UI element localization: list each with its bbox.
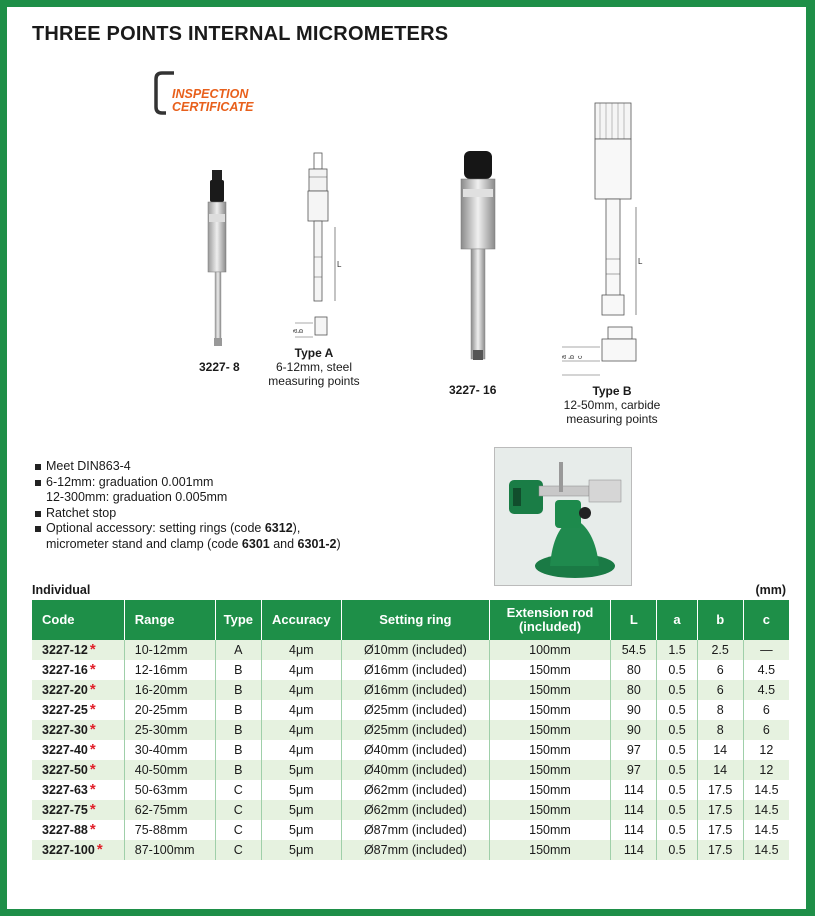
page-title: THREE POINTS INTERNAL MICROMETERS — [32, 23, 449, 45]
cell-a: 0.5 — [657, 740, 697, 760]
cell-b: 17.5 — [697, 780, 743, 800]
certificate-star-icon: * — [96, 841, 103, 858]
table-row — [32, 760, 789, 780]
certificate-star-icon: * — [89, 801, 96, 818]
product-code-text: 3227-63 — [42, 783, 88, 797]
product-code-text: 3227-40 — [42, 743, 88, 757]
certificate-star-icon: * — [89, 641, 96, 658]
type-b-caption — [547, 384, 677, 426]
cell-extension-rod: 150mm — [489, 760, 611, 780]
cell-accuracy: 4μm — [261, 640, 341, 660]
cell-setting-ring: Ø62mm (included) — [342, 780, 490, 800]
cell-accuracy: 4μm — [261, 720, 341, 740]
product-code-text: 3227-50 — [42, 763, 88, 777]
cell-code — [32, 840, 124, 860]
cell-range: 40-50mm — [124, 760, 215, 780]
cell-setting-ring: Ø10mm (included) — [342, 640, 490, 660]
type-a-b-label: b — [298, 329, 305, 333]
cell-a: 0.5 — [657, 720, 697, 740]
cell-accuracy: 5μm — [261, 800, 341, 820]
product-code-text: 3227-25 — [42, 703, 88, 717]
header-b: b — [697, 600, 743, 640]
cell-extension-rod: 150mm — [489, 700, 611, 720]
cell-a: 0.5 — [657, 820, 697, 840]
cell-setting-ring: Ø87mm (included) — [342, 840, 490, 860]
cell-extension-rod: 150mm — [489, 820, 611, 840]
product-code-text: 3227-16 — [42, 663, 88, 677]
cell-b: 8 — [697, 700, 743, 720]
cell-accuracy: 5μm — [261, 780, 341, 800]
cell-range: 25-30mm — [124, 720, 215, 740]
cell-a: 0.5 — [657, 800, 697, 820]
type-b-line1: 12-50mm, carbide — [563, 398, 661, 412]
table-body — [32, 640, 789, 860]
cell-L: 114 — [611, 820, 657, 840]
cell-a: 0.5 — [657, 780, 697, 800]
header-c: c — [743, 600, 789, 640]
cell-extension-rod: 100mm — [489, 640, 611, 660]
table-row — [32, 800, 789, 820]
cell-extension-rod: 150mm — [489, 780, 611, 800]
stand-accessory-photo — [494, 447, 632, 586]
cell-a: 1.5 — [657, 640, 697, 660]
cell-b: 17.5 — [697, 840, 743, 860]
type-b-L-label: L — [638, 257, 643, 266]
table-row — [32, 740, 789, 760]
cell-setting-ring: Ø25mm (included) — [342, 720, 490, 740]
cell-c: — — [743, 640, 789, 660]
header-L: L — [611, 600, 657, 640]
cell-range: 75-88mm — [124, 820, 215, 840]
cell-code — [32, 800, 124, 820]
cell-extension-rod: 150mm — [489, 720, 611, 740]
cell-accuracy: 4μm — [261, 740, 341, 760]
inspection-certificate-logo — [152, 69, 282, 119]
certificate-line2: CERTIFICATE — [172, 100, 254, 114]
spec-table — [32, 600, 789, 860]
header-accuracy: Accuracy — [261, 600, 341, 640]
cell-L: 97 — [611, 740, 657, 760]
cell-code — [32, 720, 124, 740]
type-a-caption — [259, 346, 369, 388]
table-row — [32, 780, 789, 800]
cell-range: 87-100mm — [124, 840, 215, 860]
cell-extension-rod: 150mm — [489, 660, 611, 680]
cell-type: C — [216, 780, 262, 800]
cell-a: 0.5 — [657, 660, 697, 680]
certificate-star-icon: * — [89, 761, 96, 778]
cell-L: 90 — [611, 720, 657, 740]
cell-extension-rod: 150mm — [489, 680, 611, 700]
type-a-a-label: a — [292, 329, 299, 333]
header-extension-rod — [489, 600, 611, 640]
cell-extension-rod: 150mm — [489, 800, 611, 820]
feature-item: Meet DIN863-4 — [35, 459, 341, 475]
micrometer-3227-16-image — [453, 145, 503, 370]
header-code: Code — [32, 600, 124, 640]
cell-L: 114 — [611, 780, 657, 800]
cell-b: 14 — [697, 760, 743, 780]
feature-item: Optional accessory: setting rings (code 6312), — [35, 521, 341, 537]
cell-setting-ring: Ø16mm (included) — [342, 660, 490, 680]
cell-L: 90 — [611, 700, 657, 720]
cell-setting-ring: Ø87mm (included) — [342, 820, 490, 840]
table-header-row — [32, 600, 789, 640]
cell-code — [32, 780, 124, 800]
cell-range: 16-20mm — [124, 680, 215, 700]
cell-c: 14.5 — [743, 780, 789, 800]
cell-type: B — [216, 660, 262, 680]
type-b-b-label: b — [569, 355, 576, 359]
cell-type: B — [216, 680, 262, 700]
cell-c: 6 — [743, 700, 789, 720]
product-code-3227-8: 3227- 8 — [199, 360, 240, 374]
certificate-star-icon: * — [89, 701, 96, 718]
header-type: Type — [216, 600, 262, 640]
cell-accuracy: 5μm — [261, 840, 341, 860]
cell-code — [32, 680, 124, 700]
product-code-text: 3227-20 — [42, 683, 88, 697]
cell-a: 0.5 — [657, 840, 697, 860]
certificate-star-icon: * — [89, 721, 96, 738]
cell-b: 17.5 — [697, 820, 743, 840]
header-a: a — [657, 600, 697, 640]
table-row — [32, 720, 789, 740]
cell-b: 6 — [697, 660, 743, 680]
feature-item-continued: micrometer stand and clamp (code 6301 and 6301-2) — [46, 536, 341, 551]
cell-L: 54.5 — [611, 640, 657, 660]
table-row — [32, 640, 789, 660]
cell-setting-ring: Ø16mm (included) — [342, 680, 490, 700]
cell-c: 4.5 — [743, 660, 789, 680]
type-a-title: Type A — [294, 346, 334, 360]
cell-a: 0.5 — [657, 760, 697, 780]
certificate-star-icon: * — [89, 661, 96, 678]
certificate-line1: INSPECTION — [172, 87, 249, 101]
cell-a: 0.5 — [657, 680, 697, 700]
product-code-3227-16: 3227- 16 — [449, 383, 497, 397]
cell-L: 97 — [611, 760, 657, 780]
table-unit-label: (mm) — [755, 583, 786, 597]
cell-accuracy: 5μm — [261, 820, 341, 840]
cell-type: C — [216, 820, 262, 840]
feature-item-continued: 12-300mm: graduation 0.005mm — [46, 490, 228, 504]
cell-type: C — [216, 800, 262, 820]
cell-b: 8 — [697, 720, 743, 740]
cell-L: 80 — [611, 680, 657, 700]
cell-extension-rod: 150mm — [489, 740, 611, 760]
cell-c: 14.5 — [743, 800, 789, 820]
cell-accuracy: 5μm — [261, 760, 341, 780]
table-row — [32, 820, 789, 840]
cell-type: B — [216, 720, 262, 740]
header-setting-ring: Setting ring — [342, 600, 490, 640]
cell-type: C — [216, 840, 262, 860]
cell-c: 14.5 — [743, 820, 789, 840]
type-a-line1: 6-12mm, steel — [275, 360, 353, 374]
certificate-star-icon: * — [89, 741, 96, 758]
feature-item: Ratchet stop — [35, 506, 341, 522]
certificate-star-icon: * — [89, 781, 96, 798]
type-b-c-label: c — [577, 355, 584, 359]
cell-range: 10-12mm — [124, 640, 215, 660]
type-a-L-label: L — [337, 260, 342, 269]
cell-L: 80 — [611, 660, 657, 680]
cell-range: 50-63mm — [124, 780, 215, 800]
cell-range: 62-75mm — [124, 800, 215, 820]
cell-range: 20-25mm — [124, 700, 215, 720]
type-b-a-label: a — [561, 355, 568, 359]
type-a-diagram — [285, 147, 355, 347]
cell-type: A — [216, 640, 262, 660]
cell-type: B — [216, 740, 262, 760]
micrometer-3227-8-image — [197, 162, 237, 352]
type-b-diagram — [552, 99, 652, 379]
cell-code — [32, 820, 124, 840]
cell-accuracy: 4μm — [261, 680, 341, 700]
cell-range: 12-16mm — [124, 660, 215, 680]
cell-a: 0.5 — [657, 700, 697, 720]
cell-L: 114 — [611, 800, 657, 820]
cell-c: 14.5 — [743, 840, 789, 860]
product-code-text: 3227-30 — [42, 723, 88, 737]
cell-code — [32, 740, 124, 760]
header-extension-line1: Extension rod — [506, 605, 594, 620]
header-extension-line2: (included) — [518, 619, 582, 634]
table-row — [32, 660, 789, 680]
cell-b: 14 — [697, 740, 743, 760]
header-range: Range — [124, 600, 215, 640]
feature-list — [35, 459, 341, 552]
cell-code — [32, 640, 124, 660]
type-b-title: Type B — [592, 384, 632, 398]
cell-accuracy: 4μm — [261, 660, 341, 680]
cell-b: 17.5 — [697, 800, 743, 820]
cell-setting-ring: Ø25mm (included) — [342, 700, 490, 720]
product-code-text: 3227-75 — [42, 803, 88, 817]
table-row — [32, 700, 789, 720]
product-code-text: 3227-12 — [42, 643, 88, 657]
cell-type: B — [216, 700, 262, 720]
cell-c: 6 — [743, 720, 789, 740]
cell-code — [32, 760, 124, 780]
cell-b: 6 — [697, 680, 743, 700]
certificate-star-icon: * — [89, 681, 96, 698]
cell-setting-ring: Ø40mm (included) — [342, 760, 490, 780]
table-row — [32, 840, 789, 860]
product-code-text: 3227-100 — [42, 843, 95, 857]
cell-range: 30-40mm — [124, 740, 215, 760]
cell-code — [32, 700, 124, 720]
table-row — [32, 680, 789, 700]
cell-c: 4.5 — [743, 680, 789, 700]
table-section-label: Individual — [32, 583, 91, 597]
cell-b: 2.5 — [697, 640, 743, 660]
stand-with-micrometer-image — [495, 448, 631, 585]
cell-type: B — [216, 760, 262, 780]
certificate-star-icon: * — [89, 821, 96, 838]
cell-extension-rod: 150mm — [489, 840, 611, 860]
catalog-page — [7, 7, 806, 909]
cell-code — [32, 660, 124, 680]
cell-setting-ring: Ø62mm (included) — [342, 800, 490, 820]
type-a-line2: measuring points — [268, 374, 360, 388]
cell-setting-ring: Ø40mm (included) — [342, 740, 490, 760]
product-code-text: 3227-88 — [42, 823, 88, 837]
cell-c: 12 — [743, 740, 789, 760]
feature-item: 6-12mm: graduation 0.001mm — [35, 475, 341, 491]
cell-L: 114 — [611, 840, 657, 860]
type-b-line2: measuring points — [566, 412, 658, 426]
cell-c: 12 — [743, 760, 789, 780]
cell-accuracy: 4μm — [261, 700, 341, 720]
